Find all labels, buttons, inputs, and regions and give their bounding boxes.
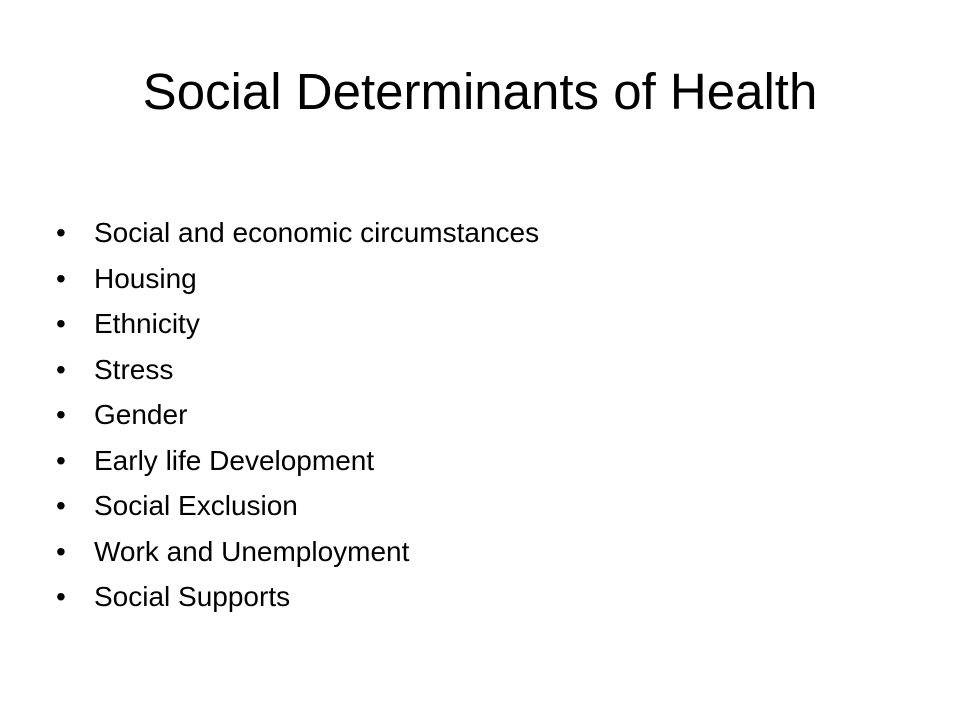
bullet-dot-icon: • [56, 444, 66, 476]
bullet-dot-icon: • [56, 581, 66, 612]
bullet-text: Ethnicity [94, 308, 200, 339]
bullet-item [56, 438, 539, 484]
bullet-item [56, 529, 539, 575]
bullet-text: Work and Unemployment [94, 535, 410, 567]
bullet-dot-icon: • [56, 308, 66, 339]
bullet-item [56, 256, 539, 302]
bullet-text: Gender [94, 399, 188, 430]
bullet-text: Housing [94, 262, 197, 294]
bullet-item [56, 301, 539, 347]
bullet-dot-icon: • [56, 399, 66, 430]
bullet-item [56, 392, 539, 438]
bullet-item [56, 483, 539, 529]
bullet-dot-icon: • [56, 262, 66, 294]
bullet-text: Early life Development [94, 444, 375, 476]
slide-title: Social Determinants of Health [142, 63, 818, 120]
bullet-text: Social and economic circumstances [94, 217, 540, 248]
bullet-dot-icon: • [56, 535, 66, 567]
bullet-item [56, 210, 539, 256]
bullet-dot-icon: • [56, 490, 66, 521]
bullet-text: Social Supports [94, 581, 291, 612]
bullet-dot-icon: • [56, 217, 66, 248]
bullet-dot-icon: • [56, 353, 66, 385]
bullet-item [56, 574, 539, 620]
bullet-text: Stress [94, 353, 174, 385]
bullet-list [56, 210, 539, 620]
bullet-text: Social Exclusion [94, 490, 298, 521]
bullet-item [56, 347, 539, 393]
